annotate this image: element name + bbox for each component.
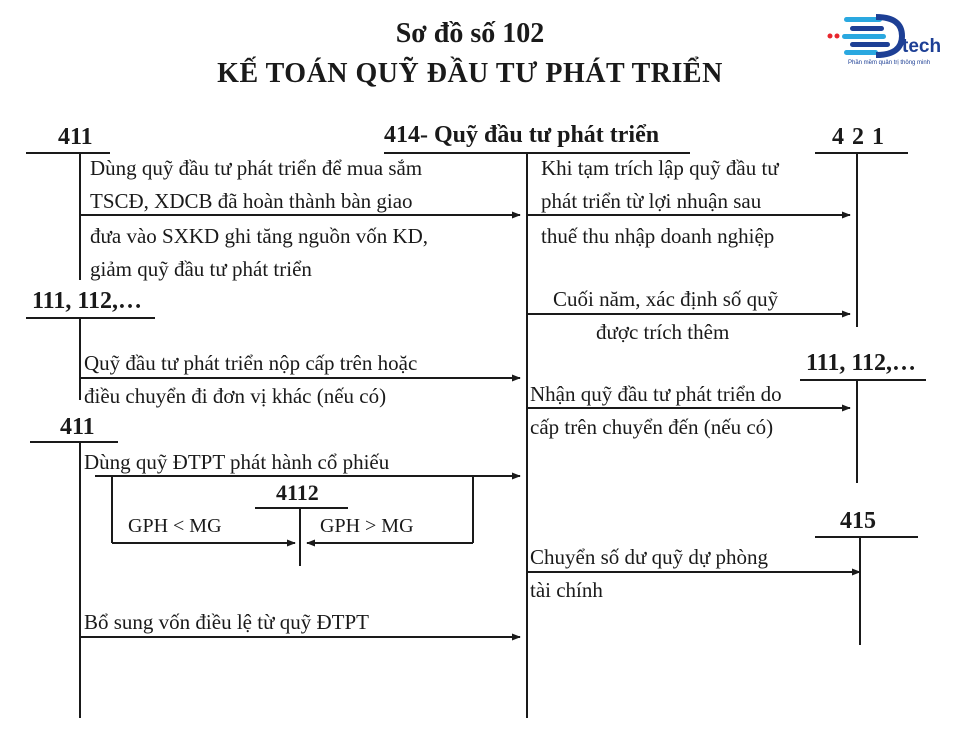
right-entry-3-line-2: cấp trên chuyển đến (nếu có)	[530, 415, 774, 439]
left-entry-1-line-3: đưa vào SXKD ghi tăng nguồn vốn KD,	[90, 224, 429, 248]
account-4112: 4112	[276, 480, 319, 505]
diagram-number: Sơ đồ số 102	[395, 18, 545, 49]
right-entry-4-line-2: tài chính	[530, 578, 603, 602]
account-111-right: 111, 112,…	[806, 350, 917, 376]
gph-less-than-mg: GPH < MG	[128, 515, 222, 537]
left-entry-4: Bổ sung vốn điều lệ từ quỹ ĐTPT	[84, 610, 369, 634]
account-415: 415	[840, 508, 876, 534]
diagram-title: KẾ TOÁN QUỸ ĐẦU TƯ PHÁT TRIỂN	[217, 58, 723, 89]
left-entry-1-line-4: giảm quỹ đầu tư phát triển	[90, 257, 312, 281]
right-entry-1-line-3: thuế thu nhập doanh nghiệp	[541, 224, 775, 248]
right-entry-2-line-1: Cuối năm, xác định số quỹ	[553, 287, 779, 311]
gph-greater-than-mg: GPH > MG	[320, 515, 414, 537]
account-414: 414- Quỹ đầu tư phát triển	[384, 122, 660, 148]
logo-word: tech	[902, 36, 942, 57]
left-entry-2-line-1: Quỹ đầu tư phát triển nộp cấp trên hoặc	[84, 351, 418, 375]
logo-tagline: Phần mềm quản trị thông minh	[848, 60, 931, 66]
right-entry-1-line-2: phát triển từ lợi nhuận sau	[541, 189, 762, 213]
right-entry-4-line-1: Chuyển số dư quỹ dự phòng	[530, 545, 769, 569]
left-entry-3: Dùng quỹ ĐTPT phát hành cổ phiếu	[84, 450, 390, 474]
right-entry-3-line-1: Nhận quỹ đầu tư phát triển do	[530, 382, 782, 406]
right-entry-2-line-2: được trích thêm	[596, 320, 730, 344]
left-entry-1-line-1: Dùng quỹ đầu tư phát triển để mua sắm	[90, 156, 423, 180]
left-entry-2-line-2: điều chuyển đi đơn vị khác (nếu có)	[84, 384, 387, 408]
account-421: 4 2 1	[832, 124, 885, 150]
right-entry-1-line-1: Khi tạm trích lập quỹ đầu tư	[541, 156, 779, 180]
account-411-mid: 411	[60, 414, 95, 440]
account-411-top: 411	[58, 124, 93, 150]
account-111-left: 111, 112,…	[32, 288, 143, 314]
left-entry-1-line-2: TSCĐ, XDCB đã hoàn thành bàn giao	[90, 189, 413, 213]
